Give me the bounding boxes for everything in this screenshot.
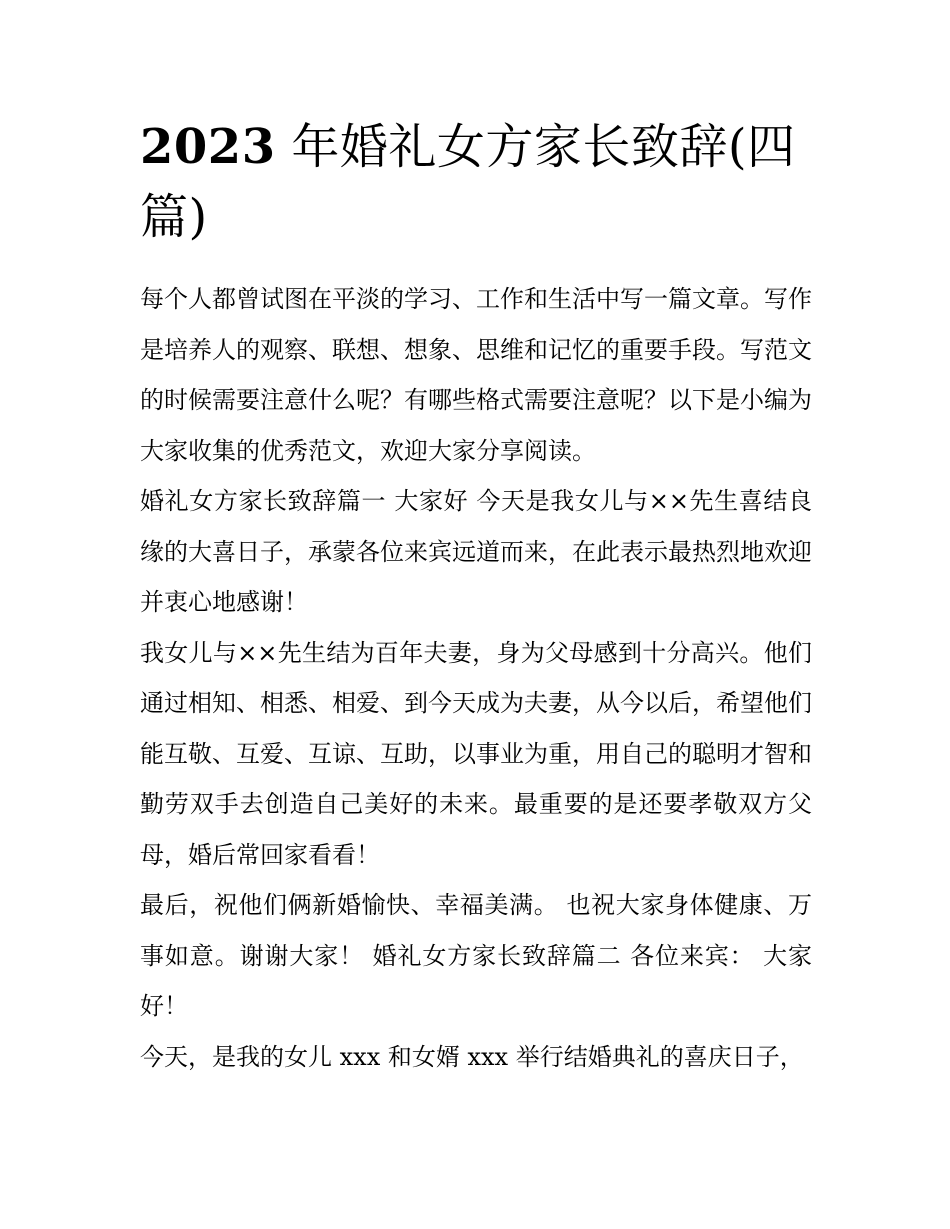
speech-one-closing-paragraph: 最后，祝他们俩新婚愉快、幸福美满。 也祝大家身体健康、万事如意。谢谢大家！ 婚礼女方家长致辞篇二 各位来宾： 大家好！ bbox=[140, 891, 812, 1020]
speech-one-body-paragraph: 我女儿与××先生结为百年夫妻，身为父母感到十分高兴。他们通过相知、相悉、相爱、到今天成为夫妻，从今以后，希望他们能互敬、互爱、互谅、互助，以事业为重，用自己的聪明才智和勤劳双手去创造自己美好的未来。最重要的是还要孝敬双方父母，婚后常回家看看！ bbox=[140, 638, 812, 869]
title-year: 2023 bbox=[140, 119, 276, 175]
speech-one-opening-paragraph: 婚礼女方家长致辞篇一 大家好 今天是我女儿与××先生喜结良缘的大喜日子，承蒙各位来宾远道而来，在此表示最热烈地欢迎并衷心地感谢！ bbox=[140, 487, 812, 616]
intro-paragraph: 每个人都曾试图在平淡的学习、工作和生活中写一篇文章。写作是培养人的观察、联想、想象、思维和记忆的重要手段。写范文的时候需要注意什么呢？有哪些格式需要注意呢？以下是小编为大家收集的优秀范文，欢迎大家分享阅读。 bbox=[140, 285, 812, 465]
speech-two-opening-paragraph: 今天，是我的女儿 xxx 和女婿 xxx 举行结婚典礼的喜庆日子， bbox=[140, 1042, 804, 1071]
document-body bbox=[140, 112, 812, 1082]
document-title bbox=[140, 112, 812, 252]
title-text: 年婚礼女方家长致辞(四篇) bbox=[140, 119, 796, 245]
